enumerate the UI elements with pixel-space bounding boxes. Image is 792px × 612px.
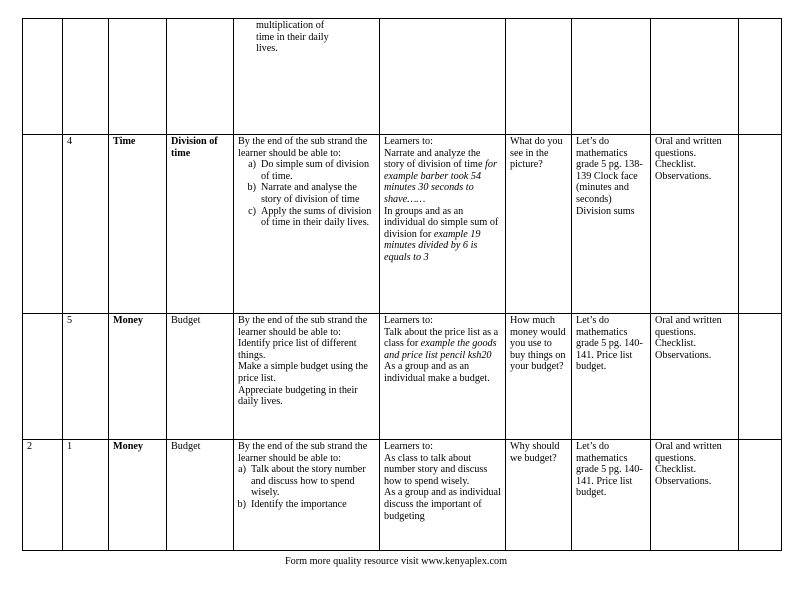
strand-cell: Money: [109, 440, 167, 551]
strand-cell: Time: [109, 135, 167, 314]
outcomes-cell: By the end of the sub strand the learner should be able to: Identify price list of different things. Make a simple budget using the price list. Appreciate budgeting in their daily lives.: [234, 314, 380, 440]
resources-cell: Let’s do mathematics grade 5 pg. 138-139 Clock face (minutes and seconds) Division sums: [572, 135, 651, 314]
outcomes-cell: By the end of the sub strand the learner should be able to: a) Talk about the story number and discuss how to spend wisely. b) Identify the importance: [234, 440, 380, 551]
experiences-cell: Learners to: Narrate and analyze the story of division of time for example barber took 54 minutes 30 seconds to shave…… In groups and as an individual do simple sum of division for example 19 minutes divided by 6 is equals to 3: [380, 135, 506, 314]
lesson-cell: 5: [63, 314, 109, 440]
outcomes-cell: By the end of the sub strand the learner should be able to: a) Do simple sum of division of time. b) Narrate and analyse the story of division of time c) Apply the sums of division of time in their daily lives.: [234, 135, 380, 314]
sub-strand-cell: Division of time: [167, 135, 234, 314]
table-row: [23, 19, 782, 135]
inquiry-cell: Why should we budget?: [506, 440, 572, 551]
sub-strand-cell: Budget: [167, 440, 234, 551]
experiences-cell: Learners to: As class to talk about number story and discuss how to spend wisely. As a group and as individual discuss the important of budgeting: [380, 440, 506, 551]
lesson-cell: 1: [63, 440, 109, 551]
table-row: [23, 440, 782, 551]
strand-cell: Money: [109, 314, 167, 440]
assessment-cell: Oral and written questions. Checklist. Observations.: [651, 135, 739, 314]
lesson-cell: 4: [63, 135, 109, 314]
assessment-cell: Oral and written questions. Checklist. Observations.: [651, 440, 739, 551]
inquiry-cell: How much money would you use to buy things on your budget?: [506, 314, 572, 440]
sub-strand-cell: Budget: [167, 314, 234, 440]
week-cell: 2: [23, 440, 63, 551]
table-row: [23, 135, 782, 314]
resources-cell: Let’s do mathematics grade 5 pg. 140-141. Price list budget.: [572, 440, 651, 551]
footer-text: Form more quality resource visit www.kenyaplex.com: [285, 556, 507, 567]
assessment-cell: Oral and written questions. Checklist. Observations.: [651, 314, 739, 440]
outcomes-cell: multiplication of time in their daily lives.: [234, 19, 380, 135]
experiences-cell: Learners to: Talk about the price list as a class for example the goods and price list pencil ksh20 As a group and as an individual make a budget.: [380, 314, 506, 440]
scheme-of-work-table: [22, 18, 782, 551]
inquiry-cell: What do you see in the picture?: [506, 135, 572, 314]
resources-cell: Let’s do mathematics grade 5 pg. 140-141. Price list budget.: [572, 314, 651, 440]
table-row: [23, 314, 782, 440]
